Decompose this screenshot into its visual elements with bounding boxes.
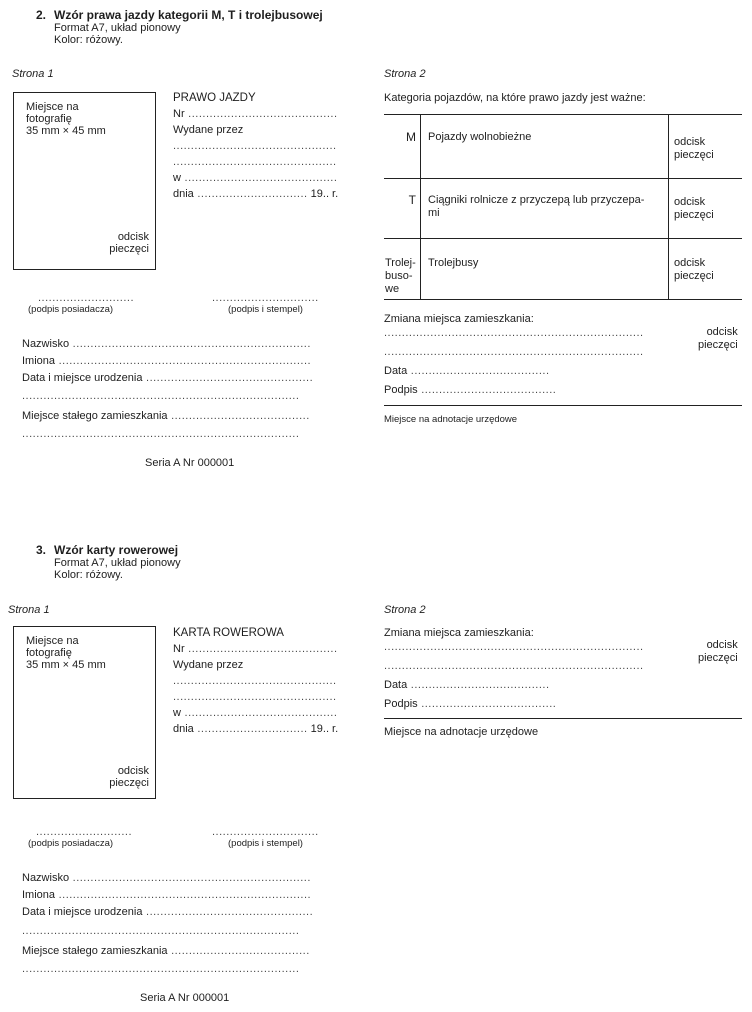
photo-box [13,626,156,799]
section-2-color: Kolor: różowy. [54,34,123,46]
issued-by-label: Wydane przez [173,659,244,671]
table-row-desc: Pojazdy wolnobieżne [428,131,532,143]
section-3-title: Wzór karty rowerowej [54,543,179,557]
serial-number: Seria A Nr 000001 [145,457,235,469]
w-label: w [173,707,181,719]
document-title: PRAWO JAZDY [173,92,256,104]
category-header: Kategoria pojazdów, na które prawo jazdy jest ważne: [384,92,646,104]
birth-data-label: Data i miejsce urodzenia [22,906,143,918]
dnia-label: dnia [173,188,194,200]
signature-label: Podpis [384,698,418,710]
stamp-label-2: pieczęci [109,243,149,255]
photo-label-1: Miejsce na [26,101,79,113]
serial-number: Seria A Nr 000001 [140,992,230,1004]
holder-signature-label: (podpis posiadacza) [28,304,114,315]
section-2-format: Format A7, układ pionowy [54,22,181,34]
page-2-label: Strona 2 [384,604,426,616]
table-row-desc: Trolejbusy [428,257,479,269]
section-2-title: Wzór prawa jazdy kategorii M, T i trolejbusowej [54,8,323,22]
section-3-number: 3. [36,543,47,557]
table-row-stamp: odcisk pieczęci [674,257,714,282]
signature-stamp-label: (podpis i stempel) [228,838,303,849]
page-1-label: Strona 1 [12,68,54,80]
surname-label: Nazwisko [22,872,70,884]
issued-by-label: Wydane przez [173,124,244,136]
page-1-label: Strona 1 [8,604,50,616]
address-change-label: Zmiana miejsca zamieszkania: [384,313,534,325]
table-row-stamp: odcisk pieczęci [674,196,714,221]
photo-label-3: 35 mm × 45 mm [26,659,106,671]
year-label: 19.. r. [310,188,339,200]
section-3-color: Kolor: różowy. [54,569,123,581]
holder-signature-label: (podpis posiadacza) [28,838,114,849]
nr-label: Nr [173,108,185,120]
stamp-label-2: pieczęci [698,339,738,351]
section-3-format: Format A7, układ pionowy [54,557,181,569]
table-row-desc: Ciągniki rolnicze z przyczepą lub przyczepa- mi [428,194,645,219]
stamp-label-1: odcisk [706,639,738,651]
first-names-label: Imiona [22,355,56,367]
table-row-code: Trolej- buso- we [385,257,416,295]
photo-box [13,92,156,270]
signature-label: Podpis [384,384,418,396]
photo-label-2: fotografię [26,647,72,659]
page-2-label: Strona 2 [384,68,426,80]
table-row-code: T [408,193,416,207]
photo-label-1: Miejsce na [26,635,79,647]
official-notes-label: Miejsce na adnotacje urzędowe [384,414,518,425]
address-change-label: Zmiana miejsca zamieszkania: [384,627,534,639]
birth-data-label: Data i miejsce urodzenia [22,372,143,384]
document-title: KARTA ROWEROWA [173,627,284,639]
surname-label: Nazwisko [22,338,70,350]
year-label: 19.. r. [310,723,339,735]
nr-label: Nr [173,643,185,655]
table-row-code: M [406,130,416,144]
photo-label-2: fotografię [26,113,72,125]
section-2-number: 2. [36,8,47,22]
stamp-label-1: odcisk [706,326,738,338]
table-row-stamp: odcisk pieczęci [674,136,714,161]
residence-label: Miejsce stałego zamieszkania [22,410,168,422]
stamp-label-1: odcisk [117,231,149,243]
official-notes-label: Miejsce na adnotacje urzędowe [384,726,539,738]
w-label: w [173,172,181,184]
first-names-label: Imiona [22,889,56,901]
residence-label: Miejsce stałego zamieszkania [22,945,168,957]
stamp-label-1: odcisk [117,765,149,777]
stamp-label-2: pieczęci [698,652,738,664]
date-label: Data [384,365,408,377]
photo-label-3: 35 mm × 45 mm [26,125,106,137]
date-label: Data [384,679,408,691]
dnia-label: dnia [173,723,194,735]
signature-stamp-label: (podpis i stempel) [228,304,303,315]
stamp-label-2: pieczęci [109,777,149,789]
